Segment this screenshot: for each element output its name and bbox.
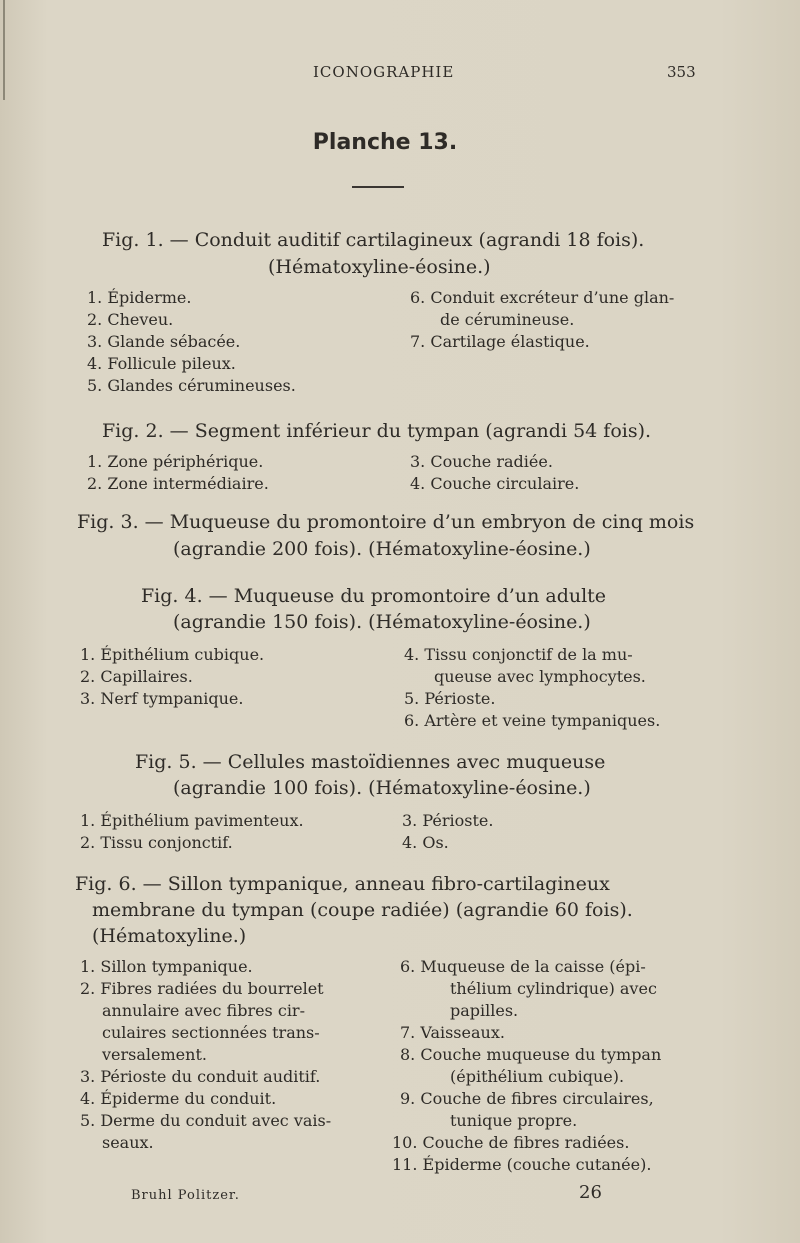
plate-title: Planche 13. <box>312 130 458 155</box>
fig2-item-2: 2. Zone intermédiaire. <box>87 474 269 493</box>
fig4-caption-line2: (agrandie 150 fois). (Hématoxyline-éosine.) <box>173 611 591 633</box>
fig4-item-3: 3. Nerf tympanique. <box>80 689 244 708</box>
fig4-caption-line1: Fig. 4. — Muqueuse du promontoire d’un adulte <box>141 585 607 607</box>
fig6-item-7: 7. Vaisseaux. <box>400 1023 505 1042</box>
fig6-caption-line1: Fig. 6. — Sillon tympanique, anneau fibro-cartilagineux <box>75 873 610 895</box>
fig6-item-2: 2. Fibres radiées du bourrelet <box>80 979 324 998</box>
fig6-item-8: 8. Couche muqueuse du tympan <box>400 1045 662 1064</box>
fig6-item-6: 6. Muqueuse de la caisse (épi- <box>400 957 646 976</box>
fig1-item-1: 1. Épiderme. <box>87 288 192 307</box>
fig6-item-6-cont2: papilles. <box>450 1001 519 1020</box>
fig2-item-4: 4. Couche circulaire. <box>410 474 580 493</box>
fig1-item-6-cont: de cérumineuse. <box>440 310 575 329</box>
fig4-item-6: 6. Artère et veine tympaniques. <box>404 711 661 730</box>
fig1-caption-line1: Fig. 1. — Conduit auditif cartilagineux (agrandi 18 fois). <box>102 229 645 251</box>
fig5-item-2: 2. Tissu conjonctif. <box>80 833 233 852</box>
fig6-caption-line2: membrane du tympan (coupe radiée) (agrandie 60 fois). <box>92 899 633 921</box>
fig4-item-4-cont: queuse avec lymphocytes. <box>434 667 646 686</box>
fig1-item-6: 6. Conduit excréteur d’une glan- <box>410 288 675 307</box>
page-edge-shadow <box>3 0 5 100</box>
fig3-caption-line1: Fig. 3. — Muqueuse du promontoire d’un embryon de cinq mois <box>77 511 695 533</box>
fig6-item-8-cont: (épithélium cubique). <box>450 1067 625 1086</box>
fig2-item-3: 3. Couche radiée. <box>410 452 553 471</box>
fig1-item-3: 3. Glande sébacée. <box>87 332 241 351</box>
fig1-item-5: 5. Glandes cérumineuses. <box>87 376 296 395</box>
footer-author: Bruhl Politzer. <box>131 1188 240 1203</box>
fig6-item-4: 4. Épiderme du conduit. <box>80 1089 277 1108</box>
fig6-item-1: 1. Sillon tympanique. <box>80 957 253 976</box>
fig6-item-11: 11. Épiderme (couche cutanée). <box>392 1155 652 1174</box>
fig6-item-6-cont1: thélium cylindrique) avec <box>450 979 657 998</box>
fig6-item-9-cont: tunique propre. <box>450 1111 578 1130</box>
fig6-item-2-cont3: versalement. <box>102 1045 207 1064</box>
fig5-item-4: 4. Os. <box>402 833 449 852</box>
fig4-item-1: 1. Épithélium cubique. <box>80 645 265 664</box>
fig1-item-4: 4. Follicule pileux. <box>87 354 236 373</box>
fig6-caption-line3: (Hématoxyline.) <box>92 925 247 947</box>
fig5-caption-line1: Fig. 5. — Cellules mastoïdiennes avec muqueuse <box>135 751 606 773</box>
fig2-caption: Fig. 2. — Segment inférieur du tympan (agrandi 54 fois). <box>102 420 652 442</box>
fig6-item-9: 9. Couche de fibres circulaires, <box>400 1089 654 1108</box>
fig5-item-3: 3. Périoste. <box>402 811 494 830</box>
fig3-caption-line2: (agrandie 200 fois). (Hématoxyline-éosine.) <box>173 538 591 560</box>
fig4-item-2: 2. Capillaires. <box>80 667 193 686</box>
fig6-item-5-cont: seaux. <box>102 1133 154 1152</box>
running-title: ICONOGRAPHIE <box>313 63 455 81</box>
fig4-item-5: 5. Périoste. <box>404 689 496 708</box>
fig1-item-7: 7. Cartilage élastique. <box>410 332 590 351</box>
fig5-caption-line2: (agrandie 100 fois). (Hématoxyline-éosine.) <box>173 777 591 799</box>
fig6-item-2-cont1: annulaire avec fibres cir- <box>102 1001 305 1020</box>
fig5-item-1: 1. Épithélium pavimenteux. <box>80 811 304 830</box>
fig4-item-4: 4. Tissu conjonctif de la mu- <box>404 645 633 664</box>
fig1-caption-line2: (Hématoxyline-éosine.) <box>268 256 491 278</box>
fig6-item-10: 10. Couche de fibres radiées. <box>392 1133 630 1152</box>
fig6-item-2-cont2: culaires sectionnées trans- <box>102 1023 320 1042</box>
fig6-item-3: 3. Périoste du conduit auditif. <box>80 1067 321 1086</box>
signature-mark: 26 <box>579 1182 602 1203</box>
page-number: 353 <box>667 63 696 81</box>
fig6-item-5: 5. Derme du conduit avec vais- <box>80 1111 332 1130</box>
title-rule <box>352 186 404 188</box>
fig1-item-2: 2. Cheveu. <box>87 310 174 329</box>
fig2-item-1: 1. Zone périphérique. <box>87 452 264 471</box>
